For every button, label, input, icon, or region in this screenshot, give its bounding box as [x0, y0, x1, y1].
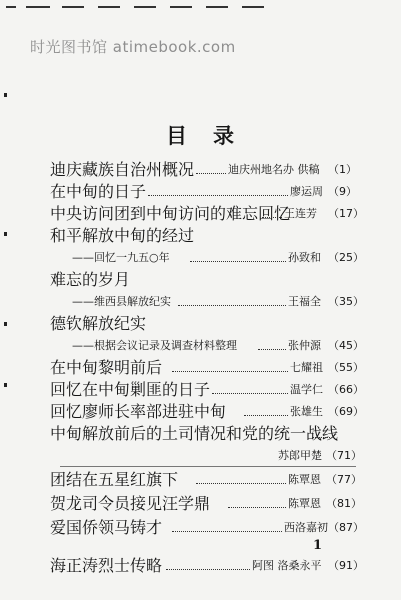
entry-title: 爱国侨领马铸才 [50, 518, 163, 537]
entry-page: （9） [328, 185, 357, 198]
entry-author: 廖运周 [290, 185, 323, 198]
entry-title: 在中甸的日子 [50, 182, 147, 201]
entry-page: （71） [326, 449, 362, 462]
leader-dots [196, 173, 226, 174]
entry-subtitle: ——回忆一九五○年 [72, 251, 170, 264]
leader-dots [172, 371, 288, 372]
entry-author: 温学仁 [290, 383, 323, 396]
toc-entry [0, 556, 401, 578]
top-border [0, 0, 401, 14]
entry-title: 中央访问团到中甸访问的难忘回忆 [50, 204, 291, 223]
divider [60, 466, 356, 467]
entry-author: 七耀祖 [290, 361, 323, 374]
entry-author: 陈覃恩 [288, 497, 321, 510]
toc-entry [0, 424, 401, 446]
entry-subtitle: ——根据会议记录及调查材料整理 [72, 339, 237, 352]
entry-author: 阿图 洛桑永平 [252, 559, 322, 572]
entry-page: （77） [326, 473, 362, 486]
toc-entry [0, 446, 401, 468]
entry-author: 迪庆州地名办 供稿 [228, 163, 320, 176]
entry-page: （55） [328, 361, 364, 374]
page-number: 1 [313, 538, 323, 553]
toc-entry [0, 380, 401, 402]
toc-entry [0, 402, 401, 424]
toc-entry [0, 336, 401, 358]
entry-page: （35） [328, 295, 364, 308]
toc-entry [0, 226, 401, 248]
entry-title: 在中甸黎明前后 [50, 358, 163, 377]
entry-author: 西洛嘉初 [284, 521, 328, 534]
entry-title: 和平解放中甸的经过 [50, 226, 195, 245]
leader-dots [172, 531, 282, 532]
leader-dots [196, 483, 286, 484]
entry-page: （17） [328, 207, 364, 220]
toc-entry [0, 248, 401, 270]
toc-entry [0, 494, 401, 516]
toc-entry [0, 270, 401, 292]
entry-author: 王连芳 [284, 207, 317, 220]
entry-title: 难忘的岁月 [50, 270, 131, 289]
toc-entry [0, 182, 401, 204]
entry-subtitle: ——维西县解放纪实 [72, 295, 171, 308]
entry-page: （91） [328, 559, 364, 572]
leader-dots [148, 195, 288, 196]
entry-title: 海正涛烈士传略 [50, 556, 163, 575]
toc-entry [0, 314, 401, 336]
leader-dots [228, 507, 286, 508]
entry-page: （66） [328, 383, 364, 396]
entry-title: 迪庆藏族自治州概况 [50, 160, 195, 179]
leader-dots [244, 415, 288, 416]
entry-page: （45） [328, 339, 364, 352]
entry-page: （87） [328, 521, 364, 534]
entry-title: 贺龙司令员接见汪学鼎 [50, 494, 211, 513]
entry-author: 王福全 [288, 295, 321, 308]
toc-entry [0, 470, 401, 492]
entry-page: （69） [328, 405, 364, 418]
entry-title: 中甸解放前后的土司情况和党的统一战线 [50, 424, 339, 443]
leader-dots [262, 217, 282, 218]
toc-entry [0, 518, 401, 540]
leader-dots [166, 569, 250, 570]
leader-dots [190, 261, 286, 262]
scan-mark [4, 93, 7, 97]
leader-dots [212, 393, 288, 394]
toc-entry [0, 292, 401, 314]
leader-dots [178, 305, 286, 306]
entry-title: 回忆在中甸剿匪的日子 [50, 380, 211, 399]
entry-author: 孙致和 [288, 251, 321, 264]
entry-title: 回忆廖师长率部进驻中甸 [50, 402, 227, 421]
entry-page: （81） [326, 497, 362, 510]
toc-entry [0, 204, 401, 226]
entry-author: 张仲源 [288, 339, 321, 352]
entry-author: 陈覃恩 [288, 473, 321, 486]
toc-entry [0, 160, 401, 182]
entry-page: （25） [328, 251, 364, 264]
entry-page: （1） [328, 163, 357, 176]
entry-title: 团结在五星红旗下 [50, 470, 179, 489]
toc-entry [0, 358, 401, 380]
watermark: 时光图书馆 atimebook.com [30, 38, 236, 56]
entry-title: 德钦解放纪实 [50, 314, 147, 333]
leader-dots [312, 437, 330, 438]
entry-author: 张雄生 [290, 405, 323, 418]
entry-author: 苏郎甲楚 [278, 449, 322, 462]
leader-dots [258, 349, 286, 350]
page-title: 目录 [166, 124, 260, 148]
